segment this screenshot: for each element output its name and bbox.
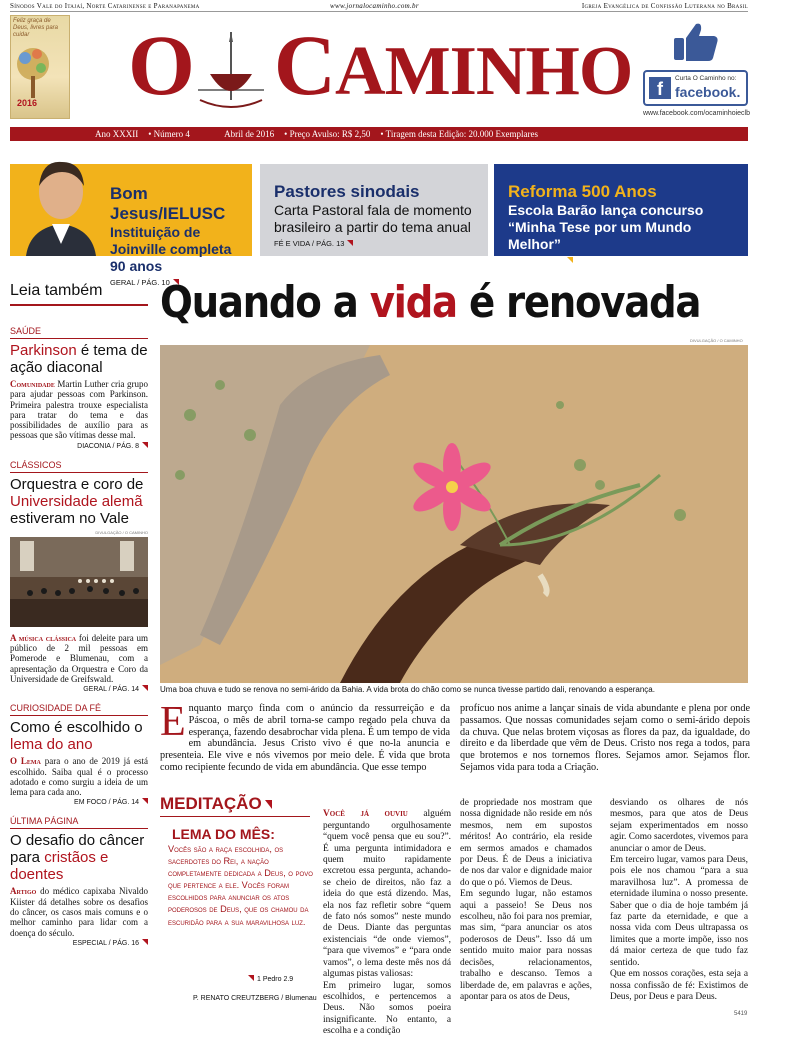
lema-ref: 1 Pedro 2.9	[248, 975, 293, 983]
portrait-photo	[16, 144, 106, 256]
arrow-icon	[347, 240, 353, 246]
box3-ref: GERAL / PÁG. 9	[508, 256, 748, 265]
issue-bar: Ano XXXII • Número 4 Abril de 2016 • Preço Avulso: R$ 2,50 • Tiragem desta Edição: 20.000 Exemplares	[10, 127, 748, 141]
article-col2: profícuo nos anime a lançar sinais de vida abundante e plena por onde passamos. Que nossas comunidades sejam como o semi-árido depois da chuva. Que nelas brotem viçosas as flores da paz, da igualdade, do direito e da liberdade que vêm de Deus. Cristo nos rega a todos, para que brotemos e nos tornemos flores. Sejamos amor. Sejamos flor. Sejamos vida para toda a Criação.	[460, 703, 750, 773]
sidebar-ref: ESPECIAL / PÁG. 16	[10, 939, 148, 947]
teaser-box-bom-jesus[interactable]	[10, 164, 252, 287]
box1-sub: Instituição de Joinville completa 90 anos	[110, 224, 232, 274]
top-right-line: Igreja Evangélica de Confissão Luterana no Brasil	[581, 2, 748, 10]
box1-ref: GERAL / PÁG. 10	[110, 278, 248, 287]
section-label: SAÚDE	[10, 326, 148, 339]
box2-sub: Carta Pastoral fala de momento brasileiro a partir do tema anual	[274, 202, 472, 235]
teaser-box-reforma[interactable]	[494, 164, 748, 265]
ieclb-logo-icon	[196, 30, 266, 114]
sidebar-headline: Como é escolhido o lema do ano	[10, 719, 143, 754]
sidebar-item-curiosidade[interactable]	[10, 703, 148, 806]
dropcap: E	[160, 699, 186, 745]
sidebar-item-classicos[interactable]	[10, 460, 148, 693]
arrow-icon	[142, 685, 148, 691]
main-photo-flower	[160, 345, 748, 683]
sidebar-text: O Lema para o ano de 2019 já está escolhido. Saiba qual é o processo adotado e como surgiu a ideia de um lema para cada ano.	[10, 756, 148, 798]
sidebar-headline: O desafio do câncer para cristãos e doentes	[10, 832, 145, 884]
arrow-icon	[265, 800, 272, 809]
section-label: CLÁSSICOS	[10, 460, 148, 473]
lema-text: Vocês são a raça escolhida, os sacerdotes do Rei, a nação completamente dedicada a Deus, o povo que pertence a ele. Vocês foram escolhidos para anunciar os atos poderosos de Deus, que os chamou da escuridão para a sua maravilhosa luz.	[168, 844, 313, 927]
title-c: C	[273, 17, 336, 113]
facebook-url[interactable]: www.facebook.com/ocaminhoieclb	[643, 110, 750, 117]
sidebar-ref: EM FOCO / PÁG. 14	[10, 798, 148, 806]
sidebar-title: Leia também	[10, 282, 148, 306]
issue-tiragem: Tiragem desta Edição: 20.000 Exemplares	[385, 129, 539, 139]
box3-title: Reforma 500 Anos	[508, 182, 657, 201]
box2-ref: FÉ E VIDA / PÁG. 13	[274, 239, 488, 248]
meditacao-col1: Você já ouviu alguém perguntando orgulhosamente “quem você pensa que eu sou?”. É uma pergunta intimidadora e quem muito rapidamente excretou essa pergunta, achando-se cheio de direitos, não faz a ideia do que está dizendo. Mas, ela nos faz refletir sobre “quem de fato nós somos” neste mundo de Deus. Diante das perguntas existenciais “de onde viemos”, “para que vivemos” e “para onde vamos”, o lema deste mês nos dá algumas pistas valiosas: Em primeiro lugar, somos escolhidos, e pertencemos a Deus. Não somos poeira insignificante. No entanto, a escolha e a condição	[323, 809, 451, 1037]
title-rest: AMINHO	[335, 33, 633, 110]
sidebar-text: Comunidade Martin Luther cria grupo para ajudar pessoas com Parkinson. Primeira palestra trouxe especialista para tratar do tema e das possibilidades de auxílio para as pessoas que são vítimas desse mal.	[10, 379, 148, 441]
issue-date: Abril de 2016	[224, 129, 275, 139]
photo-credit: DIVULGAÇÃO / O CAMINHO	[690, 338, 743, 343]
page-code: 5419	[734, 1011, 748, 1017]
issue-numero: Número 4	[153, 129, 190, 139]
campaign-poster	[10, 15, 70, 119]
facebook-f-icon: f	[649, 77, 671, 99]
teaser-box-pastores[interactable]	[260, 164, 488, 256]
sidebar-ref: DIACONIA / PÁG. 8	[10, 442, 148, 450]
sidebar-item-ultima[interactable]	[10, 816, 148, 946]
title-o: O	[128, 17, 194, 113]
issue-ano: Ano XXXII	[95, 129, 139, 139]
article-col1: Enquanto março finda com o anúncio da ressurreição e da Páscoa, o mês de abril torna-se campo regado pela chuva da esperança, fazendo desabrochar vida plena. É um tempo de vida em abundância. Jesus Cristo vivo é que no-la anuncia e presenteia. Ele vive e nós vivemos por meio dele. É vida que brota como recipiente fecundo de vida em abundância. Que esse tempo	[160, 699, 450, 773]
sidebar-leia-tambem	[10, 282, 148, 947]
main-headline: Quando a vida é renovada	[160, 277, 701, 328]
photo-caption: Uma boa chuva e tudo se renova no semi-árido da Bahia. A vida brota do chão como se nunca tivesse partido dali, renovando a esperança.	[160, 685, 655, 694]
top-divider	[10, 11, 748, 12]
section-label: ÚLTIMA PÁGINA	[10, 816, 148, 829]
sidebar-headline: Orquestra e coro de Universidade alemã estiveram no Vale	[10, 475, 144, 527]
orchestra-photo	[10, 537, 148, 627]
arrow-icon	[248, 975, 254, 981]
tree-illustration	[11, 40, 70, 119]
facebook-curta: Curta O Caminho no:	[675, 75, 737, 82]
svg-text:2016: 2016	[17, 98, 38, 108]
sidebar-text: A música clássica foi deleite para um público de 2 mil pessoas em Pomerode e Blumenau, com a apresentação da Orquestra e Coro da Universidade de Greifswald.	[10, 632, 148, 684]
arrow-icon	[567, 257, 573, 263]
website-url[interactable]: www.jornalocaminho.com.br	[330, 2, 419, 10]
issue-preco: Preço Avulso: R$ 2,50	[289, 129, 371, 139]
sidebar-ref: GERAL / PÁG. 14	[10, 685, 148, 693]
meditacao-col2: de propriedade nos mostram que nossa dignidade não reside em nós mesmos, nem em supostos méritos! Ao contrário, ela reside em sermos amados e chamados por Deus. É de Deus a iniciativa de nos dar valor e dignidade maior do que o pó. Viemos de Deus. Em segundo lugar, não estamos aqui a passeio! Se Deus nos escolheu, não foi para nos premiar, mas sim, “para anunciar os atos poderosos de Deus”. Isso dá um sentido muito maior para nossas decisões, relacionamentos, trabalho e descanso. Temos a liberdade de, em palavras e ações, apontar para os atos de Deus,	[460, 798, 592, 1002]
box1-title: Bom Jesus/IELUSC	[110, 184, 226, 223]
box2-title: Pastores sinodais	[274, 182, 420, 201]
arrow-icon	[142, 798, 148, 804]
facebook-box[interactable]	[643, 70, 748, 106]
meditacao-author: P. RENATO CREUTZBERG / Blumenau	[193, 995, 317, 1002]
arrow-icon	[142, 442, 148, 448]
meditacao-title: MEDITAÇÃO	[160, 794, 310, 817]
thumbs-up-icon	[672, 20, 720, 64]
sidebar-item-saude[interactable]	[10, 326, 148, 450]
arrow-icon	[142, 939, 148, 945]
top-left-line: Sínodos Vale do Itajaí, Norte Catarinense e Paranapanema	[10, 2, 200, 10]
facebook-brand: facebook.	[675, 84, 741, 100]
box3-sub: Escola Barão lança concurso “Minha Tese por um Mundo Melhor”	[508, 202, 704, 252]
photo-credit: DIVULGAÇÃO / O CAMINHO	[95, 529, 148, 535]
poster-text: Feliz graça de Deus, livres para cuidar	[13, 18, 59, 38]
section-label: CURIOSIDADE DA FÉ	[10, 703, 148, 716]
sidebar-headline: Parkinson é tema de ação diaconal	[10, 342, 148, 376]
sidebar-text: Artigo do médico capixaba Nivaldo Kiister dá detalhes sobre os desafios do câncer, os casos mais comuns e o melhor caminho para lidar com a doença do século.	[10, 886, 148, 938]
lema-title: LEMA DO MÊS:	[172, 826, 275, 842]
meditacao-col3: desviando os olhares de nós mesmos, para que atos de Deus sejam experimentados em nosso agir. Como sacerdotes, vivemos para anunciar o amor de Deus. Em terceiro lugar, vamos para Deus, pois ele nos chamou “para a sua maravilhosa luz”. A promessa de eternidade ilumina o nosso presente. Saber que o dia de hoje também já faz parte da eternidade, e que a nossa vida com Deus ultrapassa os limites que a morte impõe, isso nos dá maior certeza de que tudo faz sentido. Que em nossos corações, esta seja a nossa confissão de fé: Existimos de Deus, por Deus e para Deus.	[610, 798, 748, 1002]
